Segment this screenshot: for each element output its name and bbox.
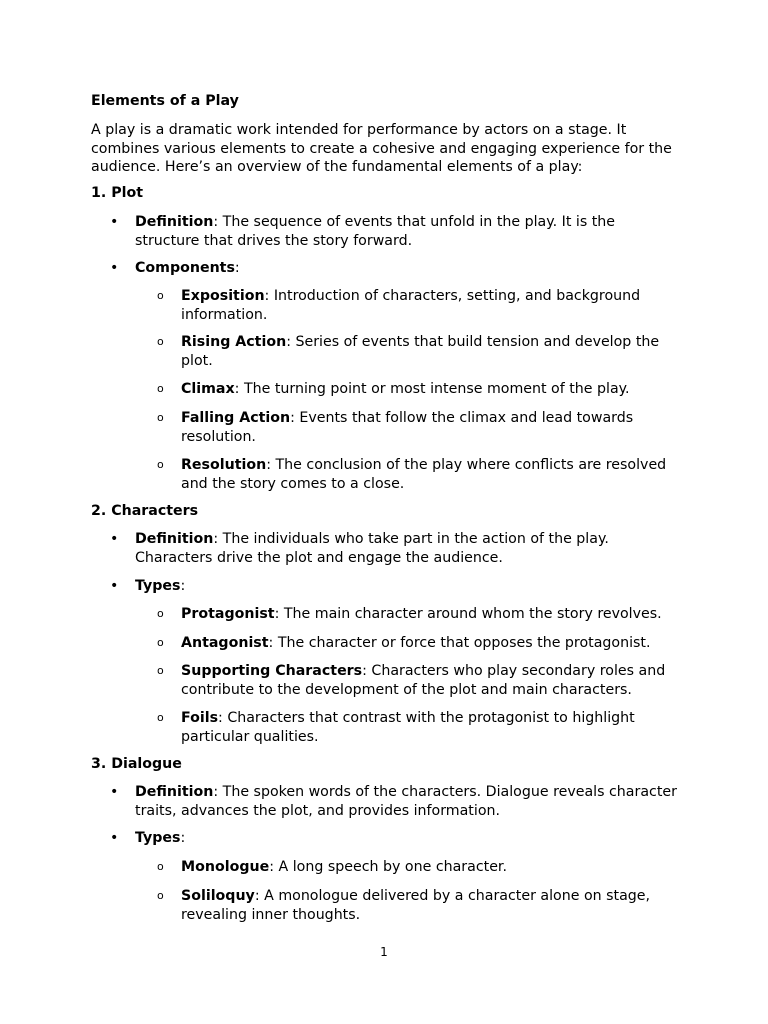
- section-heading-dialogue: 3. Dialogue: [91, 756, 182, 772]
- sub-body: : Characters that contrast with the protagonist to highlight particular qualities.: [181, 710, 635, 745]
- bullet-marker: •: [110, 531, 119, 547]
- sub-label: Falling Action: [181, 410, 291, 426]
- sub-marker: o: [157, 607, 164, 620]
- bullet-text: [135, 577, 680, 596]
- sub-body: : A monologue delivered by a character alone on stage, revealing inner thoughts.: [181, 888, 651, 923]
- sub-body: : The conclusion of the play where conflicts are resolved and the story comes to a close.: [181, 457, 667, 492]
- bullet-label: Definition: [135, 531, 214, 547]
- bullet-body: :: [180, 830, 186, 846]
- bullet-body: :: [180, 578, 186, 594]
- bullet-label: Definition: [135, 784, 214, 800]
- bullet-body: : The spoken words of the characters. Dialogue reveals character traits, advances the plot, and provides information.: [135, 784, 677, 819]
- document-title: Elements of a Play: [91, 93, 239, 109]
- bullet-label: Types: [135, 830, 181, 846]
- bullet-text: [135, 783, 680, 820]
- bullet-marker: •: [110, 260, 119, 276]
- sub-label: Rising Action: [181, 334, 287, 350]
- sub-body: : The character or force that opposes the protagonist.: [268, 635, 651, 651]
- bullet-marker: •: [110, 578, 119, 594]
- sub-body: : Introduction of characters, setting, and background information.: [181, 288, 641, 323]
- sub-marker: o: [157, 711, 164, 724]
- page-number: 1: [380, 945, 388, 959]
- sub-body: : Events that follow the climax and lead towards resolution.: [181, 410, 634, 445]
- sub-text: [181, 409, 676, 446]
- sub-body: : Series of events that build tension and develop the plot.: [181, 334, 660, 369]
- bullet-body: : The individuals who take part in the action of the play. Characters drive the plot and engage the audience.: [135, 531, 609, 566]
- sub-text: [181, 662, 676, 699]
- bullet-marker: •: [110, 830, 119, 846]
- bullet-label: Components: [135, 260, 235, 276]
- sub-label: Climax: [181, 381, 235, 397]
- sub-label: Protagonist: [181, 606, 275, 622]
- bullet-text: [135, 530, 680, 567]
- sub-marker: o: [157, 860, 164, 873]
- sub-label: Soliloquy: [181, 888, 255, 904]
- sub-text: [181, 858, 676, 877]
- sub-marker: o: [157, 411, 164, 424]
- bullet-marker: •: [110, 784, 119, 800]
- section-heading-characters: 2. Characters: [91, 503, 199, 519]
- bullet-body: :: [234, 260, 240, 276]
- sub-label: Monologue: [181, 859, 270, 875]
- sub-marker: o: [157, 636, 164, 649]
- sub-body: : The main character around whom the story revolves.: [274, 606, 662, 622]
- sub-body: : Characters who play secondary roles and contribute to the development of the plot and main characters.: [181, 663, 666, 698]
- section-heading-plot: 1. Plot: [91, 185, 143, 201]
- bullet-text: [135, 213, 680, 250]
- sub-text: [181, 456, 676, 493]
- sub-marker: o: [157, 458, 164, 471]
- sub-text: [181, 333, 676, 370]
- bullet-label: Definition: [135, 214, 214, 230]
- sub-marker: o: [157, 889, 164, 902]
- intro-paragraph: A play is a dramatic work intended for performance by actors on a stage. It combines various elements to create a cohesive and engaging experience for the audience. Here’s an overview of the fundamental elements of a play:: [91, 122, 672, 176]
- sub-text: [181, 605, 676, 624]
- sub-body: : A long speech by one character.: [269, 859, 507, 875]
- sub-label: Exposition: [181, 288, 265, 304]
- sub-text: [181, 287, 676, 324]
- sub-text: [181, 887, 676, 924]
- sub-label: Supporting Characters: [181, 663, 363, 679]
- sub-label: Antagonist: [181, 635, 269, 651]
- sub-text: [181, 380, 676, 399]
- bullet-label: Types: [135, 578, 181, 594]
- sub-text: [181, 709, 676, 746]
- sub-label: Foils: [181, 710, 219, 726]
- bullet-marker: •: [110, 214, 119, 230]
- sub-marker: o: [157, 382, 164, 395]
- bullet-text: [135, 259, 680, 278]
- sub-marker: o: [157, 664, 164, 677]
- sub-body: : The turning point or most intense moment of the play.: [234, 381, 630, 397]
- sub-text: [181, 634, 676, 653]
- sub-label: Resolution: [181, 457, 267, 473]
- bullet-body: : The sequence of events that unfold in the play. It is the structure that drives the story forward.: [135, 214, 616, 249]
- sub-marker: o: [157, 289, 164, 302]
- sub-marker: o: [157, 335, 164, 348]
- bullet-text: [135, 829, 680, 848]
